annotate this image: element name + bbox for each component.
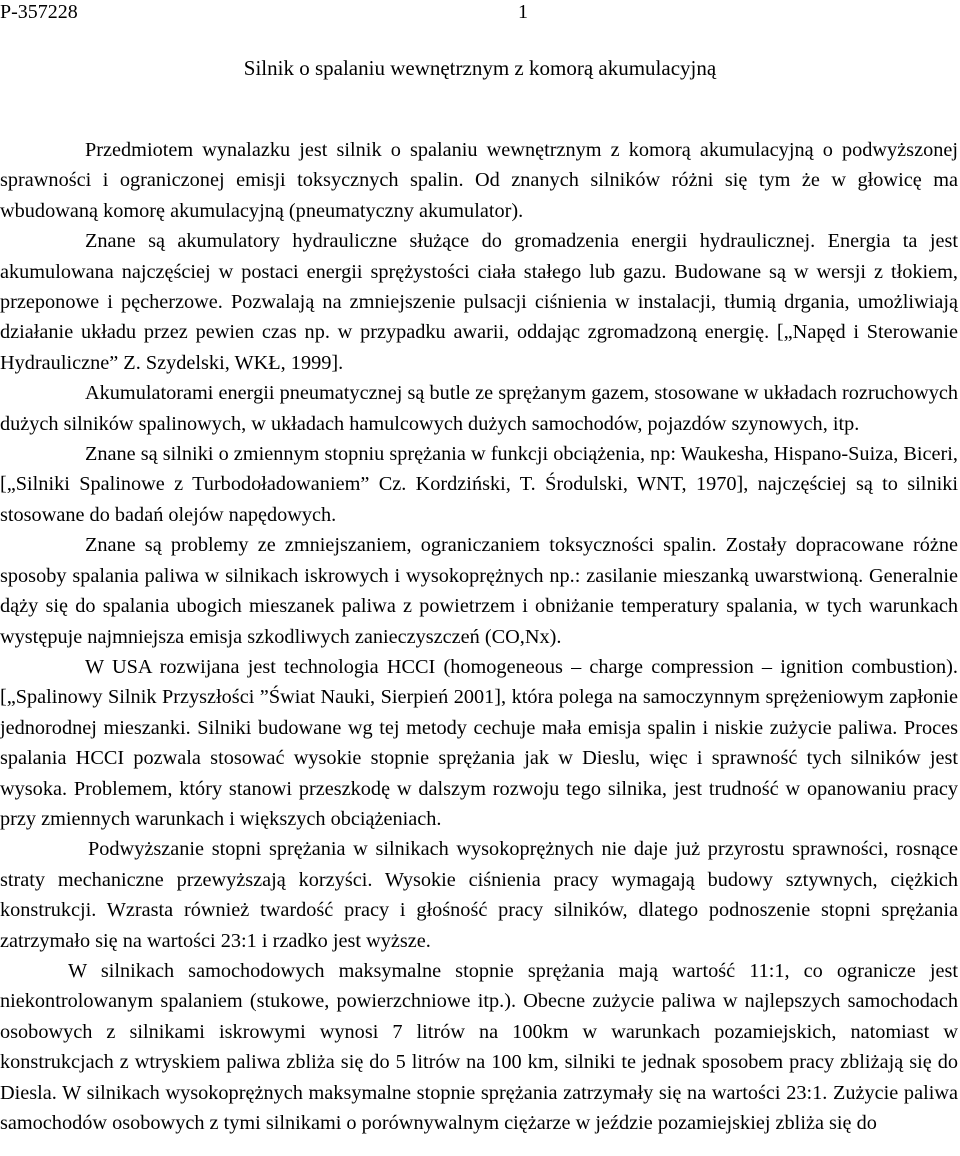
paragraph-pneumatic-accumulators: Akumulatorami energii pneumatycznej są butle ze sprężanym gazem, stosowane w układach rozruchowych dużych silników spalinowych, w układach hamulcowych dużych samochodów, pojazdów szynowych, itp. bbox=[0, 382, 958, 435]
paragraph-compression-increase: Podwyższanie stopni sprężania w silnikach wysokoprężnych nie daje już przyrostu sprawności, rosnące straty mechaniczne przewyższają korzyści. Wysokie ciśnienia pracy wymagają budowy sztywnych, ciężkich konstrukcji. Wzrasta również twardość pracy i głośność pracy silników, dlatego podnoszenie stopni sprężania zatrzymało się na wartości 23:1 i rzadko jest wyższe. bbox=[0, 838, 958, 952]
document-title: Silnik o spalaniu wewnętrznym z komorą akumulacyjną bbox=[243, 56, 717, 80]
paragraph-variable-compression: Znane są silniki o zmiennym stopniu sprężania w funkcji obciążenia, np: Waukesha, Hispano-Suiza, Biceri, [„Silniki Spalinowe z Turbodoładowaniem” Cz. Kordziński, T. Środulski, WNT, 1970], najczęściej są to silniki stosowane do badań olejów napędowych. bbox=[0, 443, 958, 526]
paragraph-car-engines: W silnikach samochodowych maksymalne stopnie sprężania mają wartość 11:1, co ogranicze jest niekontrolowanym spalaniem (stukowe, powierzchniowe itp.). Obecne zużycie paliwa w najlepszych samochodach osobowych z silnikami iskrowymi wynosi 7 litrów na 100km w warunkach pozamiejskich, natomiast w konstrukcjach z wtryskiem paliwa zbliża się do 5 litrów na 100 km, silniki te jednak sposobem pracy zbliżają się do Diesla. W silnikach wysokoprężnych maksymalne stopnie sprężania zatrzymały się na wartości 23:1. Zużycie paliwa samochodów osobowych z tymi silnikami o porównywalnym ciężarze w jeździe pozamiejskiej zbliża się do bbox=[0, 959, 958, 1134]
paragraph-hcci: W USA rozwijana jest technologia HCCI (homogeneous – charge compression – ignition combustion). [„Spalinowy Silnik Przyszłości ”Świat Nauki, Sierpień 2001], która polega na samoczynnym sprężeniowym zapłonie jednorodnej mieszanki. Silniki budowane wg tej metody cechuje mała emisja spalin i niskie zużycie paliwa. Proces spalania HCCI pozwala stosować wysokie stopnie sprężania jak w Dieslu, więc i sprawność tych silników jest wysoka. Problemem, który stanowi przeszkodę w dalszym rozwoju tego silnika, jest trudność w opanowaniu pracy przy zmiennych warunkach i większych obciążeniach. bbox=[0, 655, 958, 830]
paragraph-subject: Przedmiotem wynalazku jest silnik o spalaniu wewnętrznym z komorą akumulacyjną o podwyższonej sprawności i ograniczonej emisji toksycznych spalin. Od znanych silników różni się tym że w głowicę ma wbudowaną komorę akumulacyjną (pneumatyczny akumulator). bbox=[0, 139, 958, 222]
paragraph-toxicity-problems: Znane są problemy ze zmniejszaniem, ograniczaniem toksyczności spalin. Zostały dopracowane różne sposoby spalania paliwa w silnikach iskrowych i wysokoprężnych np.: zasilanie mieszanką uwarstwioną. Generalnie dąży się do spalania ubogich mieszanek paliwa z powietrzem i obniżanie temperatury spalania, w tych warunkach występuje najmniejsza emisja szkodliwych zanieczyszczeń (CO,Nx). bbox=[0, 534, 958, 648]
page-number: 1 bbox=[518, 1, 528, 23]
document-body bbox=[0, 135, 958, 1138]
document-id: P-357228 bbox=[0, 1, 78, 23]
paragraph-hydraulic-accumulators: Znane są akumulatory hydrauliczne służące do gromadzenia energii hydraulicznej. Energia ta jest akumulowana najczęściej w postaci energii sprężystości ciała stałego lub gazu. Budowane są w wersji z tłokiem, przeponowe i pęcherzowe. Pozwalają na zmniejszenie pulsacji ciśnienia w instalacji, tłumią drgania, umożliwiają działanie układu przez pewien czas np. w przypadku awarii, oddając zgromadzoną energię. [„Napęd i Sterowanie Hydrauliczne” Z. Szydelski, WKŁ, 1999]. bbox=[0, 230, 958, 374]
